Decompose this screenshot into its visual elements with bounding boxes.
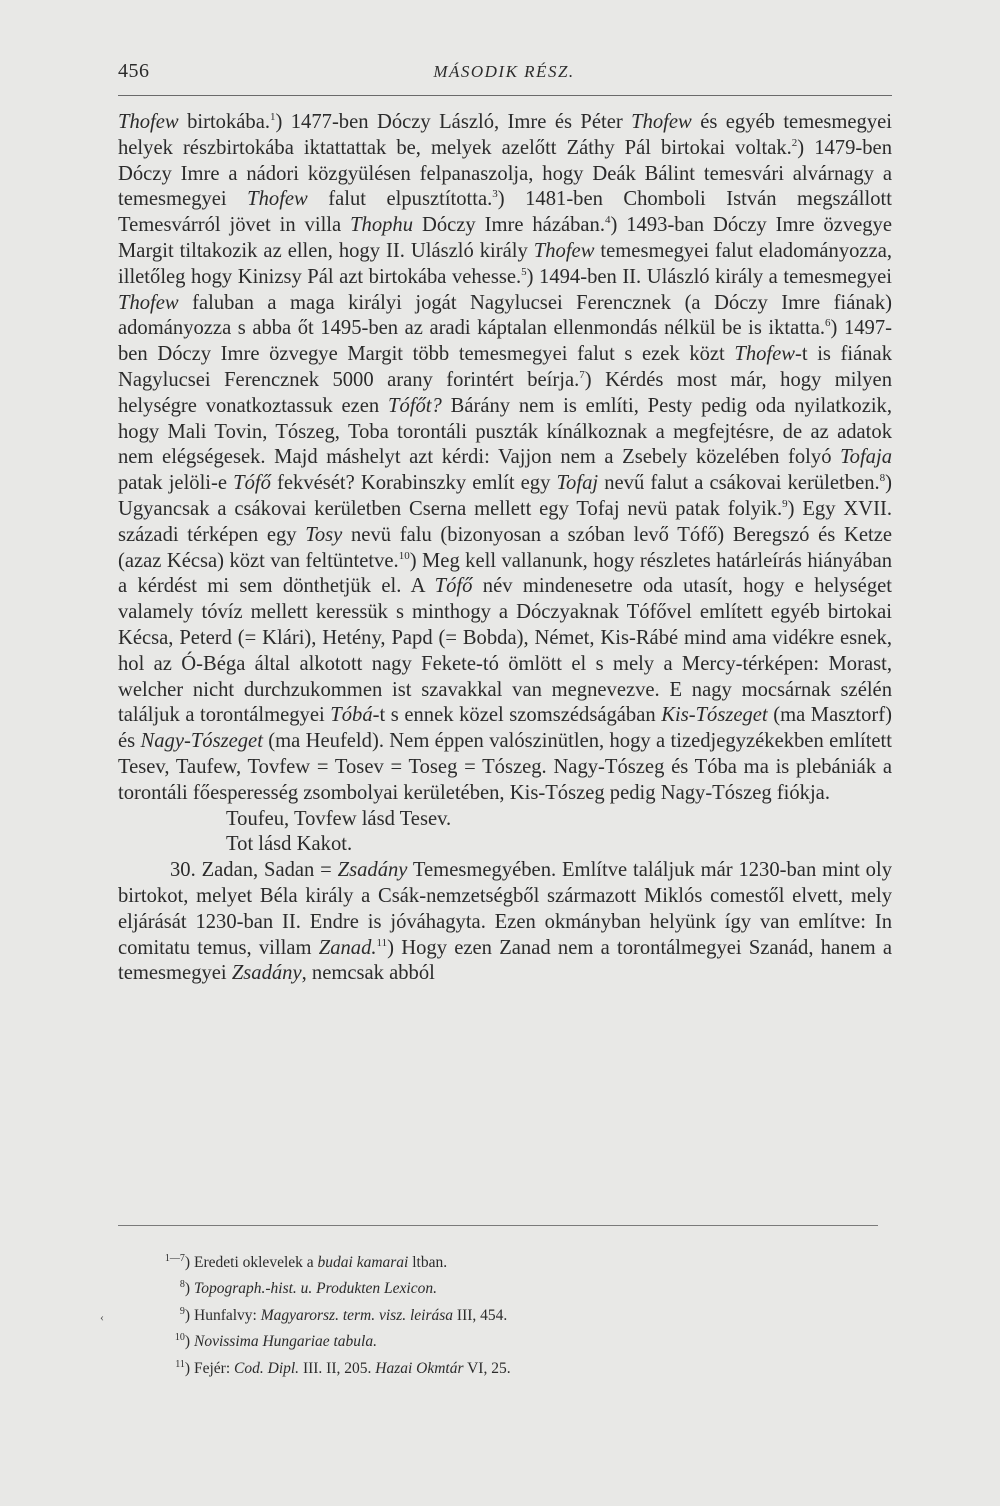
paragraph: Toufeu, Tovfew lásd Tesev. (226, 807, 452, 830)
footnote-marker: $^9$) (179, 1305, 190, 1325)
footnote (140, 1354, 880, 1380)
footnote-text: Fejér: Cod. Dipl. III. II, 205. Hazai Okmtár VI, 25. (194, 1359, 511, 1377)
paragraph: Thofew birtokába.$^1$) 1477-ben Dóczy László, Imre és Péter Thofew és egyéb temesmegyei helyek részbirtokába iktattattak be, melyek azelőtt Záthy Pál birtokai voltak.$^2$) 1479-ben Dóczy Imre a nádori közgyülésen felpanaszolja, hogy Deák Bálint temesvári alvárnagy a temesmegyei Thofew falut elpusztította.$^3$) 1481-ben Chomboli István megszállott Temesvárról jövet in villa Thophu Dóczy Imre házában.$^4$) 1493-ban Dóczy Imre özvegye Margit tiltakozik az ellen, hogy II. Ulászló király Thofew temesmegyei falut eladományozza, illetőleg hogy Kinizsy Pál azt birtokába vehesse.$^5$) 1494-ben II. Ulászló király a temesmegyei Thofew faluban a maga királyi jogát Nagylucsei Ferencznek (a Dóczy Imre fiának) adományozza s abba őt 1495-ben az aradi káptalan ellenmondás nélkül be is iktatta.$^6$) 1497-ben Dóczy Imre özvegye Margit több temesmegyei falut s ezek közt Thofew-t is fiának Nagylucsei Ferencznek 5000 arany forintért beírja.$^7$) Kérdés most már, hogy milyen helységre vonatkoztassuk ezen Tófőt? Bárány nem is említi, Pesty pedig oda nyilatkozik, hogy Mali Tovin, Tószeg, Toba torontáli puszták kínálkoznak a megfejtésre, de az adatok nem elégségesek. Majd máshelyt azt kérdi: Vajjon nem a Zsebely közelében folyó Tofaja patak jelöli-e Tófő fekvését? Korabinszky említ egy Tofaj nevű falut a csákovai kerületben.$^8$) Ugyancsak a csákovai kerületben Cserna mellett egy Tofaj nevü patak folyik.$^9$) Egy XVII. századi térképen egy Tosy nevü falu (bizonyosan a szóban levő Tófő) Beregszó és Ketze (azaz Kécsa) közt van feltüntetve.$^{10}$) Meg kell vallanunk, hogy részletes határleírás hiányában a kérdést mi sem dönthetjük el. A Tófő név mindenesetre oda utasít, hogy e helységet valamely tóvíz mellett keressük s minthogy a Dóczyaknak Tófővel említett egyéb birtokai Kécsa, Peterd (= Klári), Hetény, Papd (= Bobda), Német, Kis-Rábé mind ama vidékre esnek, hol az Ó-Béga által alkotott nagy Fekete-tó ömlött el s mely a Mercy-térképen: Morast, welcher nicht durchzukommen ist szavakkal van megnevezve. E nagy mocsárnak szélén találjuk a torontálmegyei Tóbá-t s ennek közel szomszédságában Kis-Tószeget (ma Masztorf) és Nagy-Tószeget (ma Heufeld). Nem éppen valószinütlen, hogy a tizedjegyzékekben említett Tesev, Taufew, Tovfew = Tosev = Toseg = Tószeg. Nagy-Tószeg és Tóba ma is plebániák a torontáli főesperesség zsombolyai kerületében, Kis-Tószeg pedig Nagy-Tószeg fiókja. (118, 111, 893, 804)
margin-mark: ‹ (100, 1310, 104, 1324)
footnote-rule (118, 1225, 878, 1226)
footnote (140, 1248, 880, 1274)
footnote (140, 1274, 880, 1300)
page-header (118, 60, 890, 90)
paragraph: Tot lásd Kakot. (226, 833, 353, 856)
footnote-text: Hunfalvy: Magyarorsz. term. visz. leirása III, 454. (194, 1307, 508, 1325)
footnote-text: Topograph.-hist. u. Produkten Lexicon. (194, 1280, 437, 1298)
running-title: MÁSODIK RÉSZ. (433, 62, 575, 81)
footnote-marker: $^{11}$) (175, 1358, 190, 1377)
footnote (140, 1327, 880, 1353)
footnote-text: Eredeti oklevelek a budai kamarai ltban. (194, 1254, 448, 1272)
footnotes (140, 1248, 880, 1380)
header-rule (118, 95, 892, 96)
paragraph: 30. Zadan, Sadan = Zsadány Temesmegyében. Említve találjuk már 1230-ban mint oly birtokot, melyet Béla király a Csák-nemzetségből származott Miklós comestől elvett, mely eljárását 1230-ban II. Endre is jóváhagyta. Ezen okmányban helyünk így van említve: In comitatu temus, villam Zanad.$^{11}$) Hogy ezen Zanad nem a torontálmegyei Szanád, hanem a temesmegyei Zsadány, nemcsak abból (118, 859, 893, 985)
footnote-marker: $^{10}$) (174, 1332, 190, 1351)
page-number: 456 (118, 60, 150, 82)
footnote (140, 1301, 880, 1327)
body-text (118, 110, 892, 987)
footnote-text: Novissima Hungariae tabula. (194, 1333, 377, 1351)
footnote-marker: $^8$) (179, 1279, 190, 1298)
footnote-marker: $^{1—7}$) (164, 1253, 190, 1272)
